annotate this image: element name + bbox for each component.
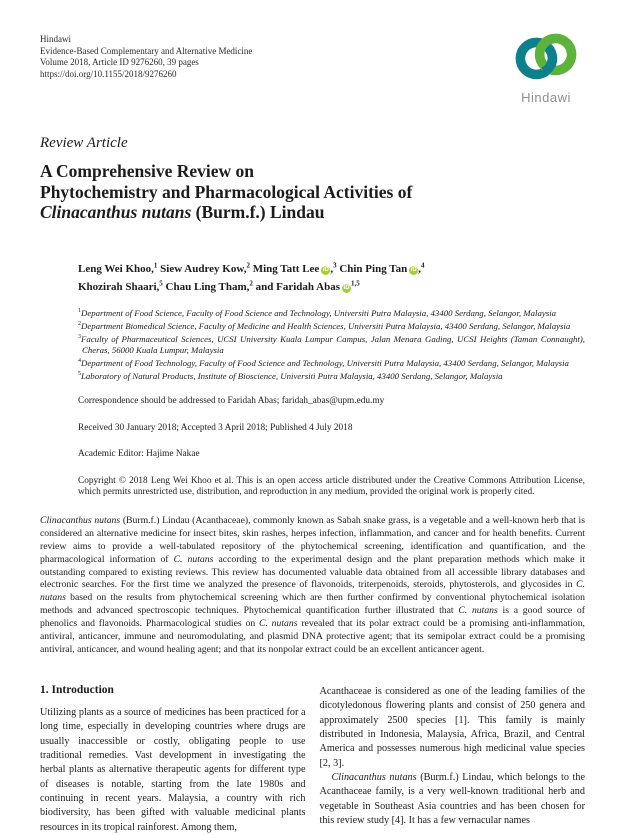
history-dates-line: Received 30 January 2018; Accepted 3 April 2018; Published 4 July 2018 <box>78 422 353 433</box>
journal-meta <box>40 34 252 80</box>
article-id-line: Volume 2018, Article ID 9276260, 39 pages <box>40 57 199 67</box>
body-columns <box>40 684 585 835</box>
publisher-name: Hindawi <box>40 34 71 44</box>
affiliation-item: $^3$Faculty of Pharmaceutical Sciences, UCSI University Kuala Lumpur Campus, Jalan Menara Gading, UCSI Heights (Taman Connaught), Cheras, 56000 Kuala Lumpur, Malaysia <box>78 333 585 355</box>
doi-link[interactable]: https://doi.org/10.1155/2018/9276260 <box>40 68 177 79</box>
author: and Faridah Abas iD$^{1,5}$ <box>255 279 360 293</box>
affiliation-item: $^4$Department of Food Technology, Faculty of Food Science and Technology, Universiti Putra Malaysia, 43400 Serdang, Selangor, Malaysia <box>78 357 569 368</box>
authors-line <box>78 259 585 294</box>
author: Chau Ling Tham,$^2$ <box>165 279 253 293</box>
academic-editor-line: Academic Editor: Hajime Nakae <box>78 449 200 460</box>
affiliation-item: $^2$Department Biomedical Science, Faculty of Medicine and Health Sciences, Universiti Putra Malaysia, 43400 Serdang, Selangor, Malaysia <box>78 320 571 331</box>
article-title <box>40 161 585 223</box>
copyright-notice: Copyright © 2018 Leng Wei Khoo et al. This is an open access article distributed under the Creative Commons Attribution License, which permits unrestricted use, distribution, and reproduction in any medium, provided the original work is properly cited. <box>78 475 585 498</box>
title-line-1: A Comprehensive Review on <box>40 161 255 181</box>
title-line-2: Phytochemistry and Pharmacological Activities of <box>40 181 413 202</box>
section-heading-introduction: 1. Introduction <box>40 683 114 696</box>
intro-paragraph-1: Utilizing plants as a source of medicines has been practiced for a long time, especially in developing countries where drugs are usually inaccessible or costly, obligating people to use traditional remedies. Vast development in investigating the herbal plants as alternative therapeutic agents for different type of diseases is notable, starting from the late 1980s and continuing in recent years. Malaysia, a country with rich biodiversity, has been gifted with valuable medicinal plants resources in its tropical rainforest. Among them, <box>40 706 306 833</box>
abstract-paragraph: Clinacanthus nutans (Burm.f.) Lindau (Acanthaceae), commonly known as Sabah snake grass, is a vegetable and a well-known herb that is considered an alternative medicine for insect bites, skin rashes, herpes infection, inflammation, and cancer and for health benefits. Current review aims to provide a well-tabulated repository of the phytochemical screening, identification and quantification, and the pharmacological information of C. nutans according to the experimental design and the plant preparation methods which make it outstanding compared to existing reviews. This review has documented valuable data obtained from all accessible library databases and electronic searches. For the first time we analyzed the presence of flavonoids, triterpenoids, steroids, phytosterols, and glycosides in C. nutans based on the results from phytochemical screening which are then further confirmed by conventional phytochemical isolation methods and advanced spectroscopic techniques. Phytochemical quantification further illustrated that C. nutans is a good source of phenolics and flavonoids. Pharmacological studies on C. nutans revealed that its polar extract could be a promising anti-inflammation, antiviral, anticancer, immune and neuromodulating, and plasmid DNA protective agent; that its semipolar extract could be a promising antiviral, anticancer, and wound healing agent; and that its nonpolar extract could be an excellent anticancer agent. <box>40 514 585 655</box>
affiliation-item: $^1$Department of Food Science, Faculty of Food Science and Technology, Universiti Putra Malaysia, 43400 Serdang, Selangor, Malaysia <box>78 307 557 318</box>
author: Ming Tatt Lee iD ,$^3$ <box>252 261 337 276</box>
hindawi-logo <box>509 32 583 105</box>
journal-name: Evidence-Based Complementary and Alternative Medicine <box>40 45 253 56</box>
correspondence-line: Correspondence should be addressed to Faridah Abas; faridah_abas@upm.edu.my <box>78 396 385 407</box>
article-type-label: Review Article <box>40 135 128 151</box>
hindawi-rings-icon <box>509 32 583 88</box>
intro-paragraph-2: Acanthaceae is considered as one of the leading families of the dicotyledonous flowering plants and consist of 250 genera and approximately 2500 species [1]. This family is mainly distributed in Indonesia, Malaysia, Africa, Brazil, and Central America and possesses numerous high medicinal value species [2, 3]. <box>319 685 585 769</box>
hindawi-wordmark: Hindawi <box>521 90 571 105</box>
title-line-3: Clinacanthus nutans (Burm.f.) Lindau <box>40 202 325 222</box>
orcid-icon[interactable]: iD <box>410 267 417 274</box>
left-column <box>40 684 306 835</box>
author: Khozirah Shaari,$^5$ <box>78 279 163 293</box>
right-column <box>320 684 586 835</box>
author: Chin Ping Tan iD ,$^4$ <box>339 261 425 276</box>
orcid-icon[interactable]: iD <box>322 267 329 274</box>
author: Leng Wei Khoo,$^1$ <box>78 261 158 276</box>
orcid-icon[interactable]: iD <box>343 284 350 291</box>
affiliation-item: $^5$Laboratory of Natural Products, Institute of Bioscience, Universiti Putra Malaysia, 43400 Serdang, Selangor, Malaysia <box>78 370 503 381</box>
article-meta-block <box>78 259 585 499</box>
affiliations-list <box>78 306 585 382</box>
author: Siew Audrey Kow,$^2$ <box>160 261 250 276</box>
intro-paragraph-3: Clinacanthus nutans (Burm.f.) Lindau, which belongs to the Acanthaceae family, is a very well-known traditional herb and vegetable in Southeast Asia countries and has been chosen for this review study [4]. It has a few vernacular names <box>319 771 585 826</box>
page-header <box>40 34 585 105</box>
